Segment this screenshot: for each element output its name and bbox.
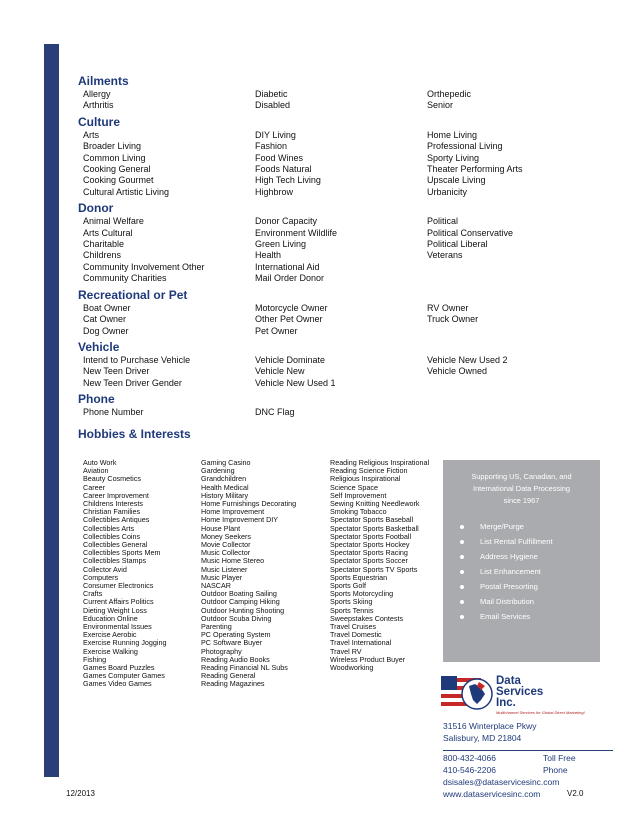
attribute-item: Orthepedic [427, 89, 472, 99]
attribute-item: Childrens [83, 250, 122, 261]
attribute-item: DIY Living [255, 129, 296, 140]
hobbies-column-3 [330, 459, 440, 689]
hobby-item: Reading Science Fiction [330, 466, 408, 476]
attribute-item: Vehicle New [255, 366, 305, 377]
hobby-item: Games Board Puzzles [83, 663, 155, 673]
page-accent-bar [44, 44, 59, 777]
attribute-item: Cooking General [83, 164, 151, 175]
hobby-item: Exercise Running Jogging [83, 638, 167, 648]
attribute-item: Urbanicity [427, 186, 468, 197]
attribute-item: Truck Owner [427, 314, 479, 325]
service-label: List Rental Fulfillment [480, 537, 553, 546]
hobby-item: Gaming Casino [201, 458, 251, 467]
attribute-item: Theater Performing Arts [427, 164, 523, 175]
attribute-item: Veterans [427, 250, 463, 261]
hobby-item: Grandchildren [201, 474, 247, 484]
hobby-item: Games Computer Games [83, 671, 165, 681]
attribute-item: Food Wines [255, 152, 304, 163]
hobby-item: Religious Inspirational [330, 474, 401, 484]
hobby-item: House Plant [201, 523, 241, 533]
attribute-item: Common Living [83, 152, 146, 163]
promo-headline-line: Supporting US, Canadian, and [471, 472, 572, 481]
attribute-item: Donor Capacity [255, 216, 318, 227]
hobby-item: Spectator Sports Baseball [330, 515, 414, 525]
attribute-sections [78, 71, 618, 442]
hobby-item: Sports Golf [330, 581, 366, 591]
hobby-item: Career Improvement [83, 490, 149, 500]
attribute-item: Upscale Living [427, 175, 486, 186]
attribute-item: Dog Owner [83, 325, 129, 336]
attribute-item: Arts Cultural [83, 227, 133, 238]
hobby-item: Money Seekers [201, 531, 251, 541]
hobby-item: Collectibles Arts [83, 523, 135, 533]
hobby-item: Sports Motorcycling [330, 589, 394, 599]
attribute-item [427, 262, 597, 273]
footer-version: V2.0 [567, 789, 584, 798]
bullet-icon [460, 525, 464, 529]
hobbies-column-1 [83, 459, 201, 689]
bullet-icon [460, 615, 464, 619]
hobby-item: Aviation [83, 466, 109, 476]
hobby-item: Collectibles General [83, 540, 148, 550]
hobby-item: Collectibles Antiques [83, 515, 150, 525]
attribute-item: Senior [427, 100, 454, 111]
service-item [460, 534, 600, 549]
logo-line: Data [496, 675, 521, 687]
attribute-item: Boat Owner [83, 302, 131, 313]
service-item [460, 519, 600, 534]
hobby-item: Outdoor Boating Sailing [201, 589, 277, 599]
hobby-item: Dieting Weight Loss [83, 605, 147, 615]
address-line: Salisbury, MD 21804 [443, 733, 522, 743]
attribute-item: Cooking Gourmet [83, 175, 154, 186]
service-label: List Enhancement [480, 567, 541, 576]
hobby-item: Exercise Walking [83, 646, 138, 656]
bullet-icon [460, 540, 464, 544]
attribute-item: Animal Welfare [83, 216, 144, 227]
hobby-item: Sweepstakes Contests [330, 613, 404, 623]
hobby-item: Sports Equestrian [330, 572, 388, 582]
attribute-item: Fashion [255, 141, 288, 152]
hobby-item: Fishing [83, 654, 107, 664]
hobby-item: Music Listener [201, 564, 248, 574]
logo-line: Inc. [496, 697, 516, 709]
hobby-item: Parenting [201, 622, 232, 632]
attribute-item: Phone Number [83, 407, 144, 418]
service-item [460, 609, 600, 624]
bullet-icon [460, 600, 464, 604]
section-title: Recreational or Pet [78, 287, 188, 302]
hobby-item: Environmental Issues [83, 622, 152, 632]
attribute-item: RV Owner [427, 302, 469, 313]
attribute-item: Green Living [255, 239, 307, 250]
attribute-item: Political Conservative [427, 227, 514, 238]
section-title: Phone [78, 392, 115, 407]
section-grid [78, 355, 618, 389]
website-link[interactable]: www.dataservicesinc.com [443, 789, 541, 799]
attribute-item: Health [255, 250, 282, 261]
attribute-item: Environment Wildlife [255, 227, 338, 238]
section-grid [78, 216, 618, 284]
attribute-item: High Tech Living [255, 175, 321, 186]
attribute-item: Broader Living [83, 141, 142, 152]
logo-line: Services [496, 686, 544, 698]
hobby-item: Music Player [201, 572, 243, 582]
hobby-item: PC Operating System [201, 630, 271, 640]
hobby-item: Reading General [201, 671, 256, 681]
hobby-item: Exercise Aerobic [83, 630, 137, 640]
service-label: Email Services [480, 612, 531, 621]
hobby-item: Travel International [330, 638, 392, 648]
phone-label: Phone [543, 765, 568, 775]
hobby-item: PC Software Buyer [201, 638, 263, 648]
hobby-item: Science Space [330, 482, 378, 492]
hobby-item: Games Video Games [83, 679, 152, 689]
hobby-item: Music Home Stereo [201, 556, 265, 566]
hobby-item: Travel Domestic [330, 630, 382, 640]
toll-free-label: Toll Free [543, 753, 576, 763]
hobby-item: Collectibles Stamps [83, 556, 147, 566]
hobby-item: Reading Audio Books [201, 654, 270, 664]
bullet-icon [460, 570, 464, 574]
hobby-item: Health Medical [201, 482, 249, 492]
hobby-item: History Military [201, 490, 249, 500]
hobby-item: Spectator Sports Football [330, 531, 412, 541]
hobby-item: Wireless Product Buyer [330, 654, 406, 664]
hobby-item: Home Improvement [201, 507, 265, 517]
service-item [460, 594, 600, 609]
hobby-item: Sports Skiing [330, 597, 373, 607]
attribute-item: Community Involvement Other [83, 261, 205, 272]
hobby-item: Travel RV [330, 646, 362, 656]
hobby-item: Reading Magazines [201, 679, 265, 689]
hobbies-column-2 [201, 459, 330, 689]
attribute-item: Community Charities [83, 273, 167, 284]
company-logo [441, 674, 585, 718]
hobby-item: Christian Families [83, 507, 141, 517]
attribute-item [427, 326, 597, 337]
hobby-item: Outdoor Camping Hiking [201, 597, 280, 607]
attribute-item: Intend to Purchase Vehicle [83, 354, 191, 365]
attribute-item: Cultural Artistic Living [83, 186, 170, 197]
hobby-item: Crafts [83, 589, 103, 599]
attribute-item: Highbrow [255, 186, 294, 197]
hobby-item: Computers [83, 572, 119, 582]
section-grid [78, 130, 618, 198]
hobby-item: Woodworking [330, 663, 374, 673]
hobby-item: Collectibles Coins [83, 531, 141, 541]
hobby-item: Spectator Sports Hockey [330, 540, 410, 550]
service-label: Mail Distribution [480, 597, 535, 606]
hobby-item: Spectator Sports Soccer [330, 556, 408, 566]
attribute-item: Charitable [83, 239, 125, 250]
attribute-item: New Teen Driver [83, 366, 150, 377]
service-item [460, 564, 600, 579]
attribute-item: Political [427, 216, 459, 227]
attribute-item: Vehicle New Used 1 [255, 377, 336, 388]
logo-tagline: Multichannel Services for Global Direct Marketing! [496, 710, 585, 715]
phone-number[interactable]: 410-546-2206 [443, 765, 496, 775]
hobbies-columns [83, 459, 440, 689]
attribute-item: Disabled [255, 100, 291, 111]
attribute-item: Political Liberal [427, 239, 488, 250]
attribute-item: Vehicle New Used 2 [427, 354, 508, 365]
attribute-item: Home Living [427, 129, 478, 140]
attribute-item: International Aid [255, 261, 320, 272]
hobby-item: Home Improvement DIY [201, 515, 279, 525]
phone-line [443, 764, 613, 776]
hobby-item: Reading Religious Inspirational [330, 458, 430, 467]
hobby-item: Self Improvement [330, 490, 387, 500]
attribute-item: Professional Living [427, 141, 503, 152]
attribute-item: Arthritis [83, 100, 114, 111]
service-label: Merge/Purge [480, 522, 524, 531]
hobby-item: Collector Avid [83, 564, 127, 574]
hobby-item: Collectibles Sports Mem [83, 548, 161, 558]
attribute-item [427, 273, 597, 284]
toll-free-number[interactable]: 800-432-4066 [443, 753, 496, 763]
attribute-item: Cat Owner [83, 314, 127, 325]
service-label: Postal Presorting [480, 582, 538, 591]
attribute-item: Vehicle Dominate [255, 354, 326, 365]
promo-headline-line: International Data Processing [473, 484, 570, 493]
hobby-item: Outdoor Scuba Diving [201, 613, 272, 623]
attribute-item: Arts [83, 129, 100, 140]
hobby-item: Home Furnishings Decorating [201, 499, 297, 509]
hobby-item: Current Affairs Politics [83, 597, 154, 607]
attribute-item: Sporty Living [427, 152, 480, 163]
promo-headline [443, 460, 600, 507]
email-link[interactable]: dsisales@dataservicesinc.com [443, 777, 560, 787]
toll-free-line [443, 752, 613, 764]
section-title: Culture [78, 114, 120, 129]
promo-box [443, 460, 600, 662]
attribute-item: Foods Natural [255, 164, 312, 175]
attribute-item: Diabetic [255, 89, 288, 99]
logo-flag-globe-icon [441, 674, 495, 714]
section-title: Donor [78, 201, 114, 216]
section-grid [78, 407, 618, 418]
hobby-item: Smoking Tobacco [330, 507, 387, 517]
hobby-item: Beauty Cosmetics [83, 474, 141, 484]
attribute-item: Pet Owner [255, 325, 298, 336]
hobby-item: Career [83, 482, 105, 492]
hobby-item: Childrens Interests [83, 499, 143, 509]
service-item [460, 579, 600, 594]
attribute-item: Allergy [83, 89, 111, 99]
company-contact [443, 750, 613, 800]
company-address [443, 720, 537, 744]
hobby-item: Auto Work [83, 458, 117, 467]
hobby-item: Travel Cruises [330, 622, 377, 632]
section-title: Ailments [78, 74, 129, 88]
attribute-item: DNC Flag [255, 407, 295, 418]
attribute-item: Vehicle Owned [427, 366, 488, 377]
attribute-item [427, 378, 597, 389]
hobby-item: Spectator Sports TV Sports [330, 564, 418, 574]
service-label: Address Hygiene [480, 552, 538, 561]
section-grid [78, 303, 618, 337]
section-title: Vehicle [78, 339, 120, 354]
footer-date: 12/2013 [66, 789, 95, 798]
service-item [460, 549, 600, 564]
attribute-item: New Teen Driver Gender [83, 377, 182, 388]
bullet-icon [460, 555, 464, 559]
hobby-item: Photography [201, 646, 242, 656]
hobby-item: Movie Collector [201, 540, 251, 550]
section-title: Hobbies & Interests [78, 426, 191, 441]
hobby-item: Consumer Electronics [83, 581, 154, 591]
hobby-item: Spectator Sports Basketball [330, 523, 419, 533]
hobby-item: Outdoor Hunting Shooting [201, 605, 285, 615]
hobby-item: Sports Tennis [330, 605, 374, 615]
logo-wordmark [496, 676, 543, 709]
hobby-item: Gardening [201, 466, 235, 476]
hobby-item: Education Online [83, 613, 138, 623]
attribute-item: Mail Order Donor [255, 273, 325, 284]
attribute-item [427, 407, 597, 418]
section-grid [78, 89, 618, 112]
hobby-item: Music Collector [201, 548, 251, 558]
hobby-item: NASCAR [201, 581, 231, 591]
hobby-item: Sewing Knitting Needlework [330, 499, 420, 509]
services-list [460, 519, 600, 624]
promo-headline-line: since 1967 [503, 496, 540, 505]
hobby-item: Spectator Sports Racing [330, 548, 408, 558]
attribute-item: Other Pet Owner [255, 314, 323, 325]
attribute-item: Motorcycle Owner [255, 302, 328, 313]
address-line: 31516 Winterplace Pkwy [443, 721, 537, 731]
hobby-item: Reading Financial NL Subs [201, 663, 288, 673]
bullet-icon [460, 585, 464, 589]
